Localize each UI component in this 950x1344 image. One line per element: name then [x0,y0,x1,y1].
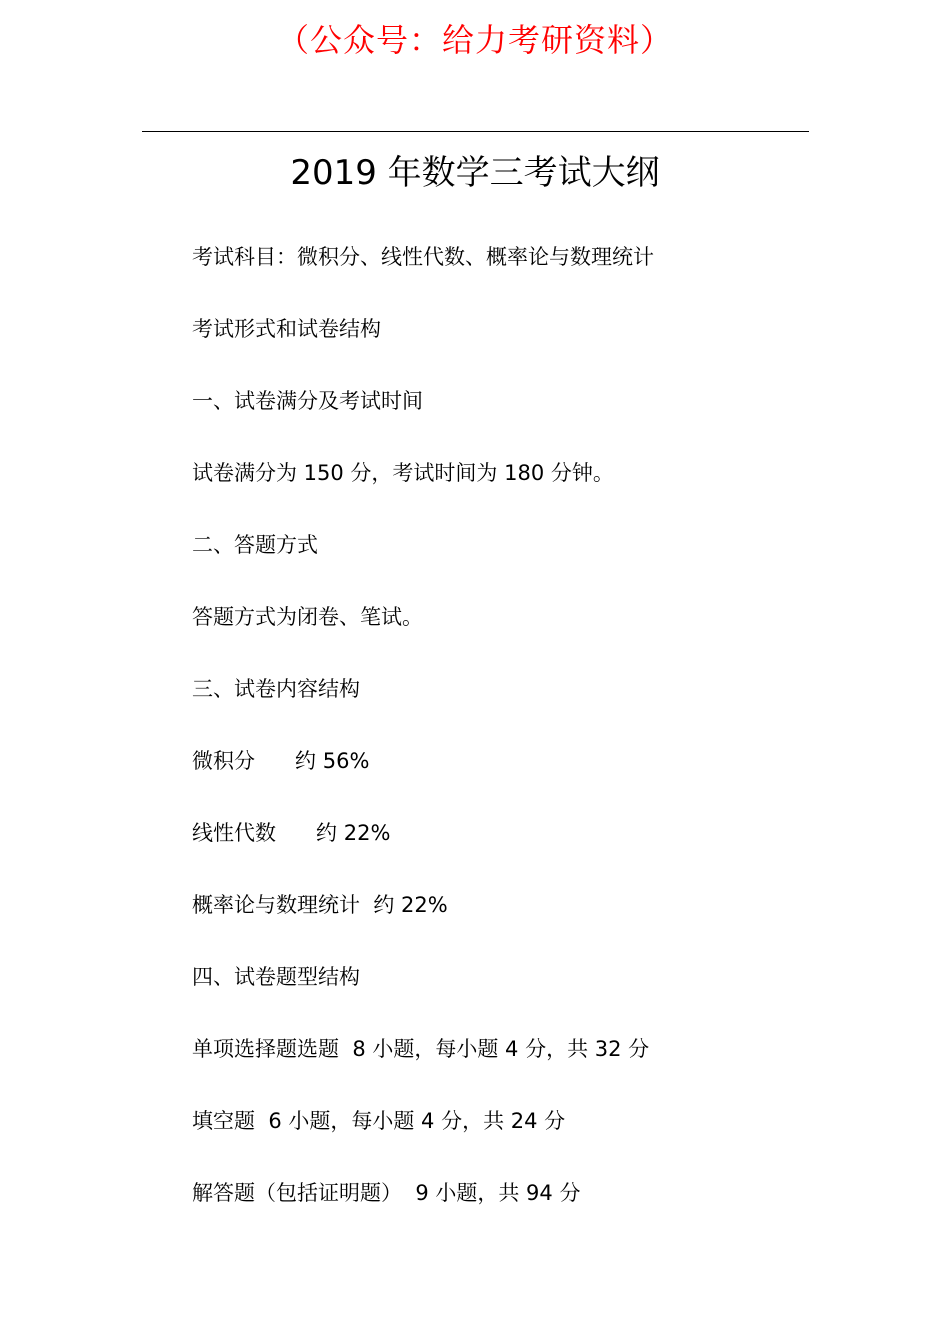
section-heading-content-structure: 三、试卷内容结构 [192,677,360,701]
section-heading-format: 考试形式和试卷结构 [192,317,381,341]
answer-mode-text: 答题方式为闭卷、笔试。 [192,605,423,629]
header-divider [142,131,809,132]
header-note: （公众号：给力考研资料） [276,21,673,59]
question-type-fill-blank: 填空题 6 小题，每小题 4 分，共 24 分 [192,1109,566,1133]
exam-subjects: 考试科目：微积分、线性代数、概率论与数理统计 [192,245,654,269]
section-heading-answer-mode: 二、答题方式 [192,533,318,557]
content-calculus: 微积分 约 56% [192,749,370,773]
score-time-text: 试卷满分为 150 分，考试时间为 180 分钟。 [192,461,614,485]
content-linear-algebra: 线性代数 约 22% [192,821,391,845]
section-heading-score-time: 一、试卷满分及考试时间 [192,389,423,413]
page-title: 2019 年数学三考试大纲 [290,153,660,193]
question-type-multiple-choice: 单项选择题选题 8 小题，每小题 4 分，共 32 分 [192,1037,650,1061]
question-type-solution: 解答题（包括证明题） 9 小题，共 94 分 [192,1181,581,1205]
content-probability: 概率论与数理统计 约 22% [192,893,448,917]
section-heading-question-types: 四、试卷题型结构 [192,965,360,989]
